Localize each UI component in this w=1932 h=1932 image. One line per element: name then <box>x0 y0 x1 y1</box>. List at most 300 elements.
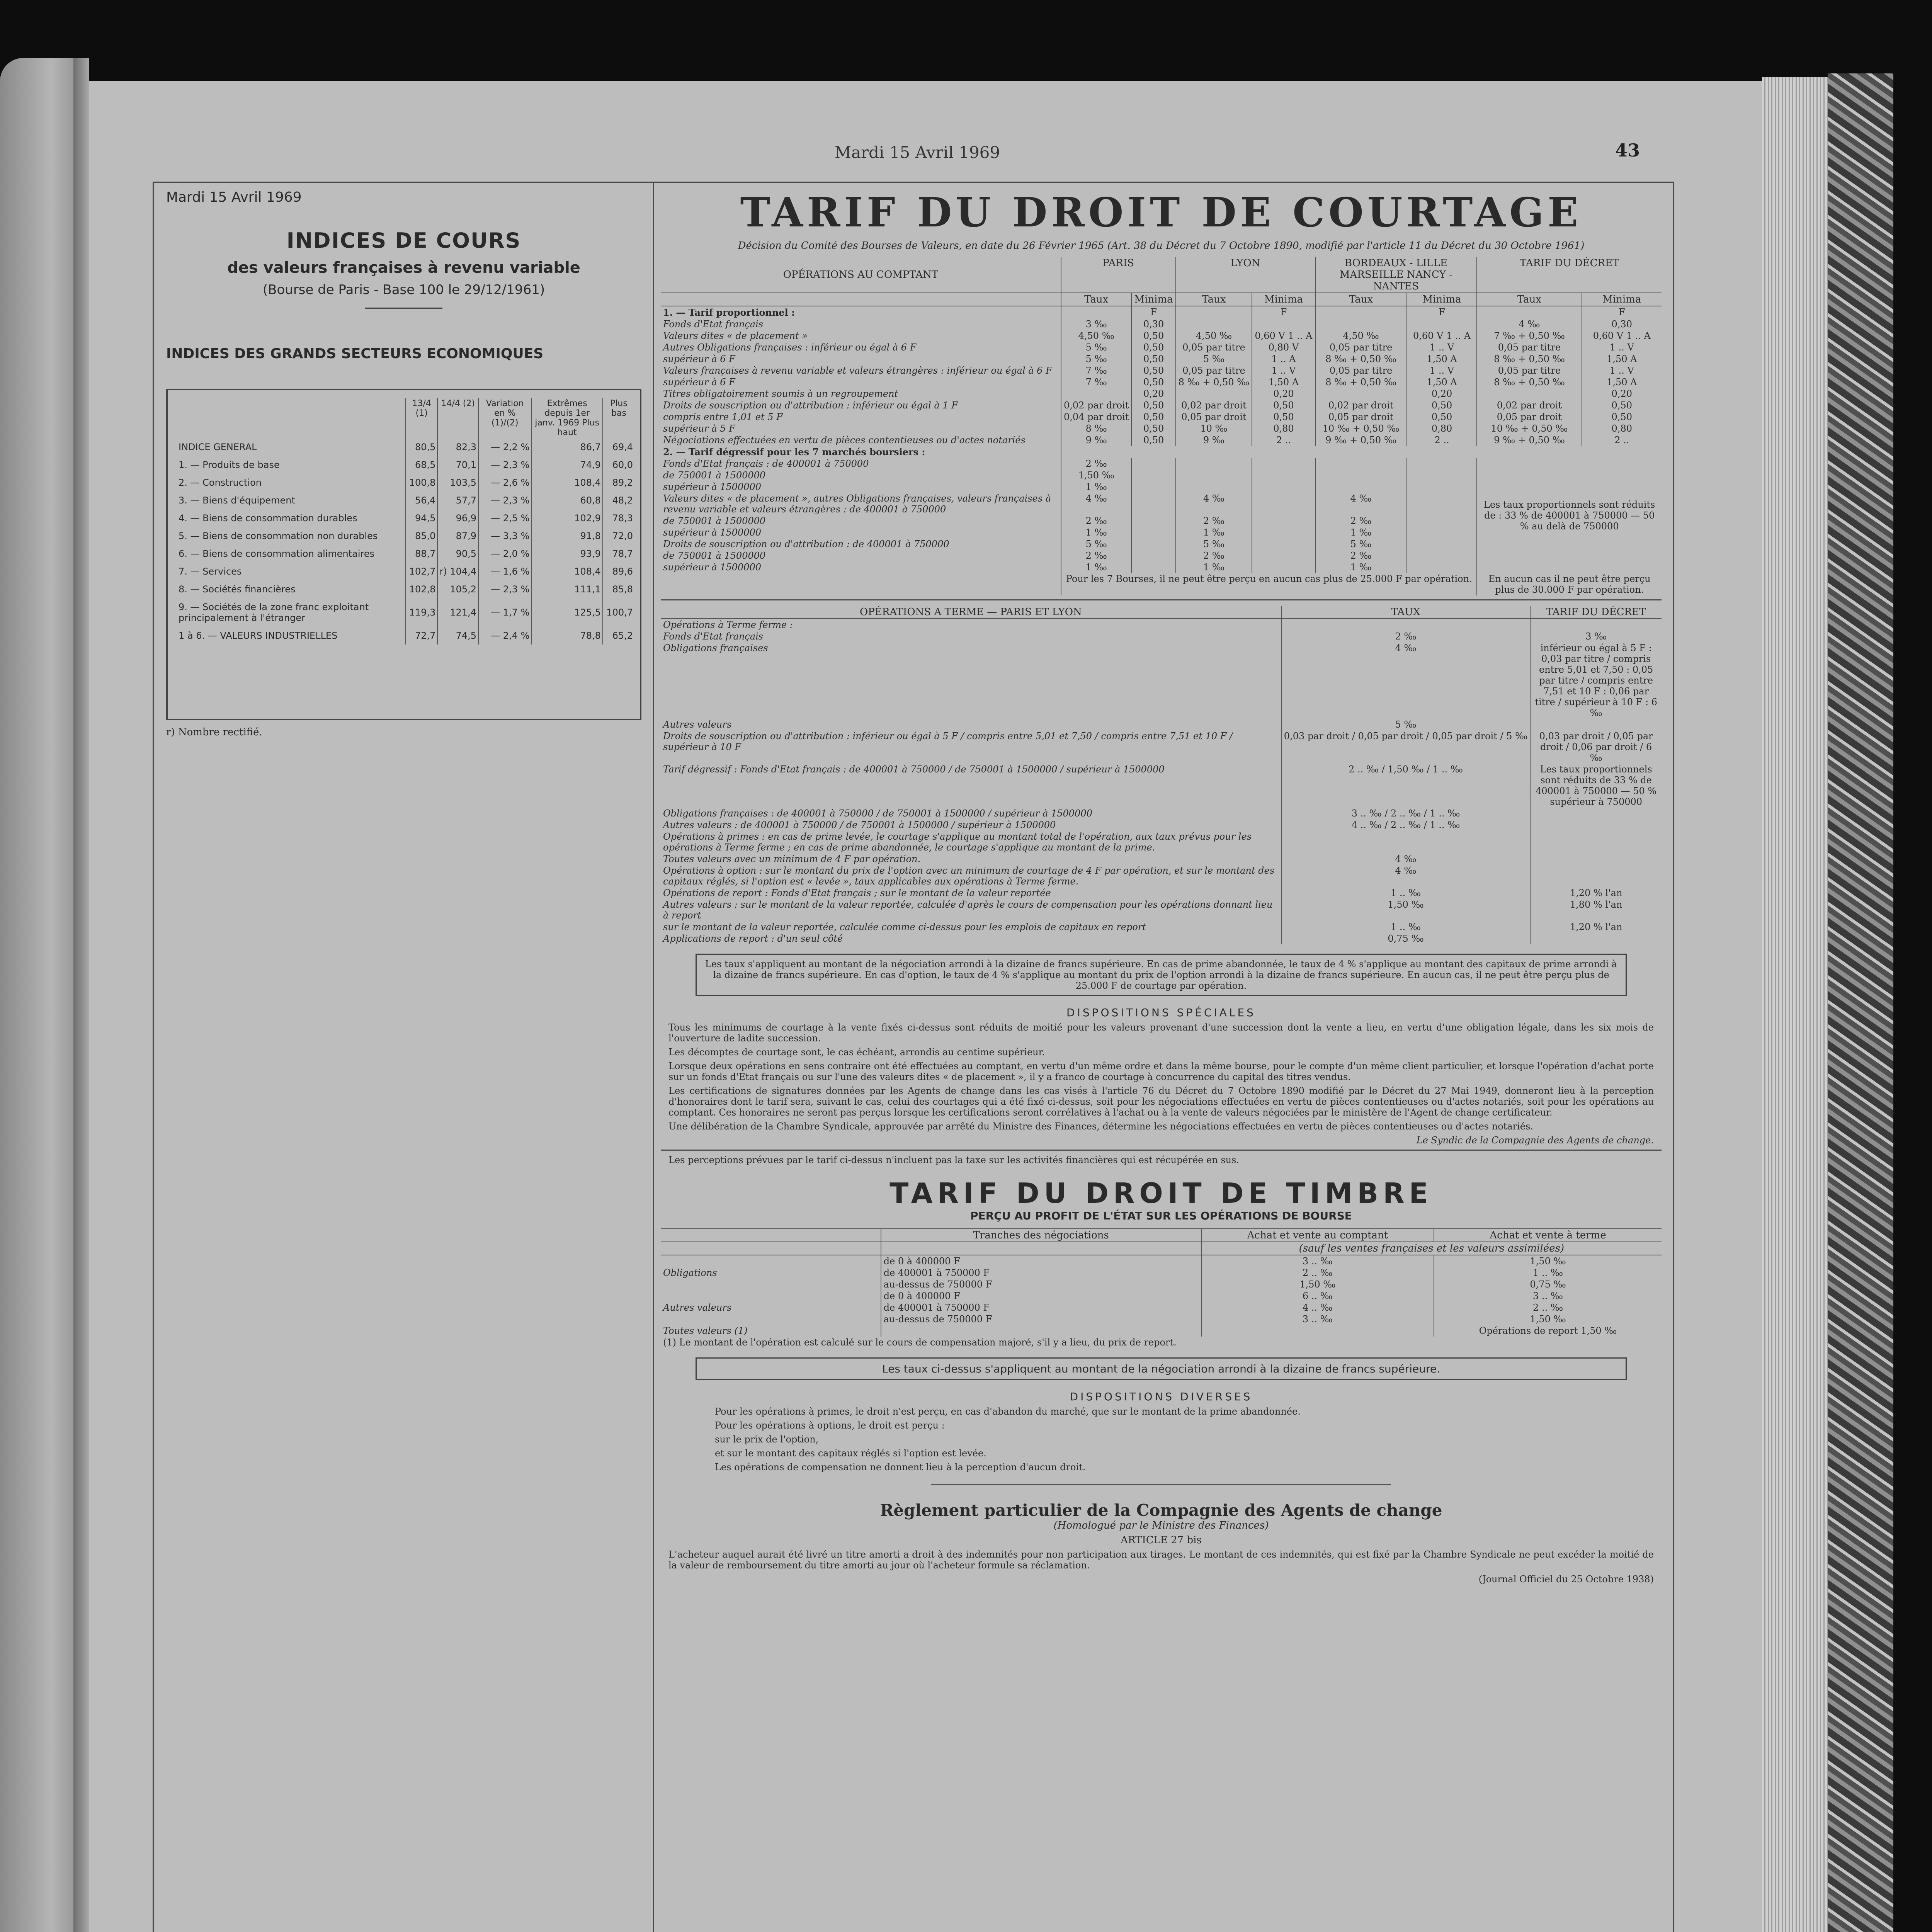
index-row <box>177 527 634 545</box>
comptant-row <box>661 388 1662 400</box>
index-value: — 2,3 % <box>478 456 531 474</box>
tranche-cell: au-dessus de 750000 F <box>881 1279 1201 1290</box>
rate-cell: 4 ‰ <box>1315 493 1407 515</box>
disposition-line: Pour les opérations à options, le droit est perçu : <box>715 1420 945 1431</box>
rate-cell: 8 ‰ <box>1061 423 1131 434</box>
decret-cell <box>1530 719 1662 730</box>
operation-label: Tarif dégressif : Fonds d'Etat français : de 400001 à 750000 / de 750001 à 1500000 / supérieur à 1500000 <box>663 764 1165 775</box>
rate-cell: 1,50 A <box>1407 376 1477 388</box>
terme-row <box>661 831 1662 853</box>
footnote: r) Nombre rectifié. <box>166 726 262 738</box>
operation-label: de 750001 à 1500000 <box>663 550 766 561</box>
book-spine <box>73 58 89 1932</box>
operation-label: Autres valeurs : sur le montant de la valeur reportée, calculée d'après le cours de compensation pour les opérations donnant lieu à report <box>663 899 1273 921</box>
rate-cell: 0,50 <box>1131 365 1175 376</box>
timbre-row <box>661 1290 1662 1302</box>
rate-cell: 8 ‰ + 0,50 ‰ <box>1477 376 1582 388</box>
currency: F <box>1252 306 1315 318</box>
rate-cell: 10 ‰ + 0,50 ‰ <box>1315 423 1407 434</box>
rate-cell <box>1252 469 1315 481</box>
rate-cell: 5 ‰ <box>1315 538 1407 550</box>
disposition-paragraph: Une délibération de la Chambre Syndicale, approuvée par arrêté du Ministre des Finances, détermine les négociations effectuées en vertu de pièces contentieuses ou d'actes notariés. <box>668 1121 1533 1132</box>
rate-cell: 0,50 <box>1252 400 1315 411</box>
terme-row <box>661 921 1662 933</box>
rate-cell: 0,60 V 1 .. A <box>1407 330 1477 342</box>
terme-row <box>661 887 1662 899</box>
operation-label: Toutes valeurs avec un minimum de 4 F par opération. <box>663 854 921 864</box>
terme-row <box>661 899 1662 921</box>
sauf-note: (sauf les ventes françaises et les valeurs assimilées) <box>1201 1242 1662 1255</box>
terme-row <box>661 764 1662 808</box>
rate-cell: 0,80 <box>1407 423 1477 434</box>
rate-cell: 0,04 par droit <box>1061 411 1131 423</box>
rate-cell: 1,50 ‰ <box>1201 1279 1434 1290</box>
operation-label: supérieur à 1500000 <box>663 481 762 492</box>
rate-cell <box>1061 388 1131 400</box>
taux-header: Taux <box>1315 293 1407 306</box>
decret-cell: Les taux proportionnels sont réduits de 33 % de 400001 à 750000 — 50 % supérieur à 750000 <box>1530 764 1662 808</box>
column-divider <box>653 182 654 1932</box>
decret-cell <box>1530 853 1662 865</box>
reglement-text: L'acheteur auquel aurait été livré un titre amorti a droit à des indemnités pour non participation aux tirages. Le montant de ces indemnités, qui est fixé par la Chambre Syndicale ne peut excéder la moitié de la valeur de remboursement du titre amorti au jour où l'acheteur formule sa réclamation. <box>668 1549 1654 1571</box>
rate-cell <box>1252 550 1315 561</box>
index-value: — 1,7 % <box>478 598 531 627</box>
rate-cell: 0,80 V <box>1252 342 1315 353</box>
index-value: 89,2 <box>603 474 634 492</box>
currency: F <box>1582 306 1662 318</box>
col-header: Extrêmes depuis 1er janv. 1969 Plus haut <box>531 398 602 438</box>
timbre-group-label <box>661 1255 881 1267</box>
operation-label: de 750001 à 1500000 <box>663 515 766 526</box>
rate-cell: 8 ‰ + 0,50 ‰ <box>1315 376 1407 388</box>
timbre-group-label: Autres valeurs <box>663 1302 732 1313</box>
rate-cell: 2 ‰ <box>1281 631 1530 642</box>
operation-label: sur le montant de la valeur reportée, calculée comme ci-dessus pour les emplois de capitaux en report <box>663 922 1146 932</box>
index-value: — 2,4 % <box>478 627 531 645</box>
rate-cell <box>1131 527 1175 538</box>
col-paris: PARIS <box>1061 257 1176 293</box>
index-value: — 2,2 % <box>478 438 531 456</box>
rate-cell: 6 .. ‰ <box>1201 1290 1434 1302</box>
tranche-cell: de 0 à 400000 F <box>881 1290 1201 1302</box>
divider <box>661 1150 1662 1151</box>
rate-cell: 7 ‰ <box>1061 365 1131 376</box>
rate-cell: 1 .. V <box>1407 342 1477 353</box>
index-label: 7. — Services <box>179 566 242 577</box>
index-value: 68,5 <box>406 456 437 474</box>
rate-cell <box>1407 527 1477 538</box>
index-value: 96,9 <box>437 509 478 527</box>
rate-cell: 0,60 V 1 .. A <box>1252 330 1315 342</box>
minima-header: Minima <box>1582 293 1662 306</box>
rate-cell: 2 .. ‰ <box>1434 1302 1662 1313</box>
index-value: 102,7 <box>406 563 437 580</box>
rate-cell: 4,50 ‰ <box>1315 330 1407 342</box>
rate-cell: 0,05 par titre <box>1315 342 1407 353</box>
rate-cell: 5 ‰ <box>1061 538 1131 550</box>
rate-cell: 0,05 par titre <box>1315 365 1407 376</box>
rate-cell: 5 ‰ <box>1281 719 1530 730</box>
comptant-row <box>661 423 1662 434</box>
rate-cell: 4 ‰ <box>1281 642 1530 719</box>
marbled-cover <box>1828 73 1893 1932</box>
timbre-table <box>661 1228 1662 1348</box>
rate-cell: 8 ‰ + 0,50 ‰ <box>1477 353 1582 365</box>
rate-cell: 5 ‰ <box>1061 342 1131 353</box>
timbre-footnote: (1) Le montant de l'opération est calculé sur le cours de compensation majoré, s'il y a lieu, du prix de report. <box>663 1337 1177 1348</box>
rate-cell: 1 .. V <box>1582 365 1662 376</box>
rate-cell <box>1131 515 1175 527</box>
minima-header: Minima <box>1407 293 1477 306</box>
rate-cell <box>1131 550 1175 561</box>
rate-cell: 3 .. ‰ <box>1434 1290 1662 1302</box>
rate-cell <box>1315 458 1407 469</box>
tarif-proportionnel-heading: 1. — Tarif proportionnel : <box>663 307 795 318</box>
rate-cell <box>1281 619 1530 631</box>
rate-cell: 9 ‰ <box>1061 434 1131 446</box>
disposition-paragraph: Lorsque deux opérations en sens contraire ont été effectuées au comptant, en vertu d'un même ordre et dans la même bourse, pour le compte d'un même client particulier, et lorsque l'opération d'achat porte sur un fonds d'Etat français ou sur l'une des valeurs dites « de placement », il y a franco de courtage à concurrence du capital des titres vendus. <box>668 1061 1654 1082</box>
index-value: 74,9 <box>531 456 602 474</box>
index-value: — 2,6 % <box>478 474 531 492</box>
col-header: Variation en % (1)/(2) <box>478 398 531 438</box>
dispositions-speciales-title: DISPOSITIONS SPÉCIALES <box>1066 1006 1256 1019</box>
index-label: 1. — Produits de base <box>179 459 280 470</box>
index-label: 5. — Biens de consommation non durables <box>179 531 378 541</box>
left-page-edge <box>0 58 73 1932</box>
operation-label: Droits de souscription ou d'attribution : de 400001 à 750000 <box>663 539 949 549</box>
running-head: Mardi 15 Avril 1969 <box>835 143 1000 162</box>
comptant-row <box>661 411 1662 423</box>
rate-cell <box>1252 527 1315 538</box>
rate-cell: 1 .. ‰ <box>1281 887 1530 899</box>
decret-cell: inférieur ou égal à 5 F : 0,03 par titre / compris entre 5,01 et 7,50 : 0,05 par titre / compris entre 7,51 et 10 F : 0,06 par titre / supérieur à 10 F : 6 ‰ <box>1530 642 1662 719</box>
col-header: 13/4 (1) <box>406 398 437 438</box>
rate-cell <box>1407 458 1477 469</box>
rate-cell <box>1315 318 1407 330</box>
timbre-group-label <box>661 1313 881 1325</box>
courtage-title: TARIF DU DROIT DE COURTAGE <box>740 189 1582 236</box>
rate-cell: 2 ‰ <box>1061 515 1131 527</box>
rate-cell: 1,50 ‰ <box>1061 469 1131 481</box>
index-value: 100,8 <box>406 474 437 492</box>
rate-cell: 4 .. ‰ / 2 .. ‰ / 1 .. ‰ <box>1281 819 1530 831</box>
rate-cell: 0,75 ‰ <box>1281 933 1530 944</box>
rate-cell <box>1131 561 1175 573</box>
rate-cell <box>1407 481 1477 493</box>
decret-cell: 1,80 % l'an <box>1530 899 1662 921</box>
dispositions-diverses-title: DISPOSITIONS DIVERSES <box>1070 1390 1253 1403</box>
reglement-source: (Journal Officiel du 25 Octobre 1938) <box>1478 1574 1654 1585</box>
rate-cell: 0,50 <box>1131 411 1175 423</box>
index-value: 111,1 <box>531 580 602 598</box>
index-value: — 2,3 % <box>478 580 531 598</box>
operation-label: supérieur à 1500000 <box>663 527 762 538</box>
rate-cell: 9 ‰ + 0,50 ‰ <box>1477 434 1582 446</box>
index-label: 4. — Biens de consommation durables <box>179 513 357 524</box>
rate-cell: 0,30 <box>1131 318 1175 330</box>
decret-reduction-note: Les taux proportionnels sont réduits de : 33 % de 400001 à 750000 — 50 % au delà de 750000 <box>1477 458 1662 573</box>
index-value: 78,7 <box>603 545 634 563</box>
operation-label: Opérations à Terme ferme : <box>663 619 793 630</box>
rate-cell <box>1315 388 1407 400</box>
rate-cell: 0,50 <box>1252 411 1315 423</box>
index-value: 88,7 <box>406 545 437 563</box>
rate-cell <box>1252 458 1315 469</box>
operation-label: supérieur à 6 F <box>663 377 735 388</box>
comptant-row <box>661 353 1662 365</box>
operation-label: Applications de report : d'un seul côté <box>663 933 843 944</box>
disposition-line: et sur le montant des capitaux réglés si l'option est levée. <box>715 1448 986 1459</box>
operation-label: Valeurs dites « de placement », autres Obligations françaises, valeurs françaises à revenu variable et valeurs étrangères : de 400001 à 750000 <box>663 493 1051 515</box>
index-value: 72,0 <box>603 527 634 545</box>
terme-row <box>661 865 1662 887</box>
rate-cell: 8 ‰ + 0,50 ‰ <box>1315 353 1407 365</box>
degressif-heading: 2. — Tarif dégressif pour les 7 marchés boursiers : <box>663 446 925 457</box>
rate-cell: 4 ‰ <box>1281 853 1530 865</box>
rate-cell: 5 ‰ <box>1176 538 1252 550</box>
col-bordeaux: BORDEAUX - LILLE MARSEILLE NANCY - NANTES <box>1315 257 1477 293</box>
degressif-row <box>661 458 1662 469</box>
terme-row <box>661 933 1662 944</box>
rate-cell: 1 ‰ <box>1061 561 1131 573</box>
index-value: 78,8 <box>531 627 602 645</box>
left-date: Mardi 15 Avril 1969 <box>166 189 302 205</box>
index-label: 3. — Biens d'équipement <box>179 495 295 506</box>
rate-cell: 2 ‰ <box>1176 515 1252 527</box>
rate-cell: 2 ‰ <box>1315 515 1407 527</box>
rate-cell: 0,20 <box>1582 388 1662 400</box>
index-value: 91,8 <box>531 527 602 545</box>
index-value: 94,5 <box>406 509 437 527</box>
rate-cell <box>1252 561 1315 573</box>
disposition-paragraph: Les certifications de signatures données par les Agents de change dans les cas visés à l'article 76 du Décret du 7 Octobre 1890 modifié par le Décret du 27 Mai 1949, donneront lieu à la perception d'honoraires dont le tarif sera, suivant le cas, celui des courtages qui a été fixé ci-dessus, soit pour les négociations effectuées en vertu de pièces contentieuses ou d'actes notariés, soit pour les opérations au comptant. Ces honoraires ne seront pas perçus lorsque les certifications seront corrélatives à l'achat ou à la vente de valeurs négociées par le ministère de l'Agent de change certificateur. <box>668 1085 1654 1118</box>
rate-cell: 0,50 <box>1131 342 1175 353</box>
rate-cell: 1,50 ‰ <box>1434 1313 1662 1325</box>
terme-row <box>661 719 1662 730</box>
comptant-heading: OPÉRATIONS AU COMPTANT <box>661 257 1061 293</box>
minima-header: Minima <box>1252 293 1315 306</box>
rate-cell <box>1176 458 1252 469</box>
index-row <box>177 456 634 474</box>
index-row <box>177 438 634 456</box>
indices-base: (Bourse de Paris - Base 100 le 29/12/1961) <box>262 282 545 298</box>
timbre-boxed-note: Les taux ci-dessus s'appliquent au montant de la négociation arrondi à la dizaine de francs supérieure. <box>696 1357 1627 1380</box>
decret-cell <box>1530 808 1662 819</box>
rate-cell: 0,20 <box>1252 388 1315 400</box>
rate-cell: 3 .. ‰ <box>1201 1313 1434 1325</box>
rate-cell: 0,50 <box>1131 330 1175 342</box>
rate-cell: 0,05 par titre <box>1477 365 1582 376</box>
operation-label: Droits de souscription ou d'attribution : inférieur ou égal à 5 F / compris entre 5,01 et 7,50 / compris entre 7,51 et 10 F / supérieur à 10 F <box>663 731 1233 752</box>
rate-cell: 4 .. ‰ <box>1201 1302 1434 1313</box>
disposition-line: Pour les opérations à primes, le droit n'est perçu, en cas d'abandon du marché, que sur le montant de la prime abandonnée. <box>715 1406 1301 1417</box>
rate-cell: 4 ‰ <box>1477 318 1582 330</box>
rate-cell: 1 .. A <box>1252 353 1315 365</box>
rate-cell: 0,50 <box>1582 411 1662 423</box>
operation-label: Négociations effectuées en vertu de pièces contentieuses ou d'actes notariés <box>663 435 1026 446</box>
operation-label: Valeurs françaises à revenu variable et valeurs étrangères : inférieur ou égal à 6 F <box>663 365 1052 376</box>
index-value: 102,8 <box>406 580 437 598</box>
rate-cell: 2 ‰ <box>1176 550 1252 561</box>
rate-cell: 0,02 par droit <box>1477 400 1582 411</box>
index-value: 89,6 <box>603 563 634 580</box>
terme-table <box>661 606 1662 944</box>
rate-cell: 2 .. ‰ <box>1201 1267 1434 1279</box>
rate-cell: 9 ‰ + 0,50 ‰ <box>1315 434 1407 446</box>
rate-cell <box>1477 388 1582 400</box>
syndic: Le Syndic de la Compagnie des Agents de change. <box>1416 1135 1654 1146</box>
currency: F <box>1131 306 1175 318</box>
rate-cell: 2 ‰ <box>1061 550 1131 561</box>
divider <box>661 599 1662 600</box>
terme-row <box>661 853 1662 865</box>
report-label <box>1434 1325 1662 1337</box>
timbre-toutes-valeurs: Toutes valeurs (1) <box>663 1325 748 1336</box>
indices-table <box>177 398 634 645</box>
rate-cell: 1 .. ‰ <box>1434 1267 1662 1279</box>
disposition-line: Les opérations de compensation ne donnent lieu à la perception d'aucun droit. <box>715 1462 1086 1473</box>
rate-cell: 0,80 <box>1252 423 1315 434</box>
comptant-row <box>661 318 1662 330</box>
rate-cell: 0,60 V 1 .. A <box>1582 330 1662 342</box>
rate-cell <box>1252 538 1315 550</box>
rate-cell: 0,05 par titre <box>1176 342 1252 353</box>
timbre-row <box>661 1302 1662 1313</box>
index-value: — 3,3 % <box>478 527 531 545</box>
rate-cell: 0,50 <box>1131 376 1175 388</box>
rate-cell: 4,50 ‰ <box>1176 330 1252 342</box>
perceptions-note: Les perceptions prévues par le tarif ci-dessus n'incluent pas la taxe sur les activités financières qui est récupérée en sus. <box>668 1155 1240 1165</box>
rounding-note-box: Les taux s'appliquent au montant de la négociation arrondi à la dizaine de francs supérieure. En cas de prime abandonnée, le taux de 4 % s'applique au montant des capitaux de prime arrondi à la dizaine de francs supérieure. En cas d'option, le taux de 4 % s'applique au montant du prix de l'option arrondi à la dizaine de francs supérieure. En aucun cas, il ne peut être perçu plus de 25.000 F de courtage par opération. <box>696 954 1627 996</box>
index-value: 78,3 <box>603 509 634 527</box>
index-value: 57,7 <box>437 492 478 509</box>
comptant-row <box>661 330 1662 342</box>
reglement-article: ARTICLE 27 bis <box>1121 1534 1202 1546</box>
rate-cell: 0,02 par droit <box>1061 400 1131 411</box>
rate-cell <box>1407 318 1477 330</box>
rate-cell: 1 .. V <box>1407 365 1477 376</box>
page-number: 43 <box>1615 140 1640 161</box>
index-label: 9. — Sociétés de la zone franc exploitant principalement à l'étranger <box>179 602 369 623</box>
rate-cell: 0,20 <box>1407 388 1477 400</box>
col-tarif-decret: TARIF DU DÉCRET <box>1530 606 1662 619</box>
rate-cell: 0,50 <box>1407 411 1477 423</box>
operation-label: Fonds d'Etat français <box>663 631 764 642</box>
rate-cell: 1 ‰ <box>1176 527 1252 538</box>
rate-cell: 2 .. ‰ / 1,50 ‰ / 1 .. ‰ <box>1281 764 1530 808</box>
col-tranches: Tranches des négociations <box>881 1229 1201 1242</box>
index-value: 60,8 <box>531 492 602 509</box>
rate-cell: 2 ‰ <box>1315 550 1407 561</box>
index-value: 74,5 <box>437 627 478 645</box>
divider <box>365 308 442 309</box>
rate-cell: 1,50 A <box>1582 376 1662 388</box>
rate-cell <box>1252 481 1315 493</box>
index-value: 119,3 <box>406 598 437 627</box>
index-value: 80,5 <box>406 438 437 456</box>
timbre-group-label: Obligations <box>663 1267 717 1278</box>
rate-cell: 8 ‰ + 0,50 ‰ <box>1176 376 1252 388</box>
rate-cell: 1,50 A <box>1407 353 1477 365</box>
taux-header: Taux <box>1477 293 1582 306</box>
left-column <box>166 189 641 738</box>
index-row <box>177 563 634 580</box>
tranche-cell: au-dessus de 750000 F <box>881 1313 1201 1325</box>
operation-label: de 750001 à 1500000 <box>663 470 766 481</box>
col-lyon: LYON <box>1176 257 1315 293</box>
index-value: 48,2 <box>603 492 634 509</box>
index-value: 85,8 <box>603 580 634 598</box>
operation-label: Fonds d'Etat français <box>663 319 764 330</box>
decret-cell: 1,20 % l'an <box>1530 887 1662 899</box>
index-value: 87,9 <box>437 527 478 545</box>
report-label-text: Opérations de report <box>1479 1325 1578 1336</box>
operation-label: Droits de souscription ou d'attribution : inférieur ou égal à 1 F <box>663 400 958 411</box>
index-value: 108,4 <box>531 563 602 580</box>
disposition-paragraph: Tous les minimums de courtage à la vente fixés ci-dessus sont réduits de moitié pour les valeurs provenant d'une succession dont la vente a lieu, en vertu d'une obligation légale, dans les six mois de l'ouverture de ladite succession. <box>668 1022 1654 1044</box>
timbre-group-label <box>661 1290 881 1302</box>
index-value: — 2,5 % <box>478 509 531 527</box>
timbre-row <box>661 1267 1662 1279</box>
rate-cell <box>1281 831 1530 853</box>
index-label: 1 à 6. — VALEURS INDUSTRIELLES <box>179 630 338 641</box>
timbre-group-label <box>661 1279 881 1290</box>
rate-cell <box>1252 318 1315 330</box>
minima-header: Minima <box>1131 293 1175 306</box>
index-label: 2. — Construction <box>179 477 262 488</box>
tranche-cell: de 0 à 400000 F <box>881 1255 1201 1267</box>
rate-cell <box>1407 469 1477 481</box>
index-row <box>177 474 634 492</box>
taux-header: Taux <box>1061 293 1131 306</box>
decret-cell: 1,20 % l'an <box>1530 921 1662 933</box>
operation-label: Opérations à option : sur le montant du prix de l'option avec un minimum de courtage de 4 F par opération, et sur le montant des capitaux réglés, si l'option est « levée », taux applicables aux opérations à Terme ferme. <box>663 865 1275 887</box>
index-value: — 2,0 % <box>478 545 531 563</box>
rate-cell: 3 .. ‰ <box>1201 1255 1434 1267</box>
comptant-row <box>661 365 1662 376</box>
decret-cell: 3 ‰ <box>1530 631 1662 642</box>
reglement-subtitle: (Homologué par le Ministre des Finances) <box>1053 1520 1269 1531</box>
operation-label: supérieur à 1500000 <box>663 562 762 573</box>
sectors-heading: INDICES DES GRANDS SECTEURS ECONOMIQUES <box>166 346 544 362</box>
rate-cell <box>1176 481 1252 493</box>
timbre-subtitle: PERÇU AU PROFIT DE L'ÉTAT SUR LES OPÉRATIONS DE BOURSE <box>970 1209 1352 1222</box>
rate-cell <box>1131 493 1175 515</box>
decret-cell: 0,03 par droit / 0,05 par droit / 0,06 par droit / 6 ‰ <box>1530 730 1662 764</box>
indices-subtitle: des valeurs françaises à revenu variable <box>227 259 580 277</box>
rate-cell: 1 ‰ <box>1061 481 1131 493</box>
col-decret: TARIF DU DÉCRET <box>1477 257 1662 293</box>
disposition-line: sur le prix de l'option, <box>715 1434 819 1445</box>
rate-cell: 7 ‰ <box>1061 376 1131 388</box>
index-value: 93,9 <box>531 545 602 563</box>
rate-cell: 10 ‰ + 0,50 ‰ <box>1477 423 1582 434</box>
rate-cell: 0,75 ‰ <box>1434 1279 1662 1290</box>
rate-cell: 0,05 par titre <box>1176 365 1252 376</box>
rate-cell: 1,50 A <box>1252 376 1315 388</box>
index-value: 121,4 <box>437 598 478 627</box>
rate-cell: 0,50 <box>1131 434 1175 446</box>
index-value: 90,5 <box>437 545 478 563</box>
rate-cell: 2 .. <box>1582 434 1662 446</box>
rate-cell: 1 ‰ <box>1176 561 1252 573</box>
indices-table-box <box>166 389 641 720</box>
terme-row <box>661 642 1662 719</box>
rate-cell <box>1315 469 1407 481</box>
rate-cell <box>1315 481 1407 493</box>
terme-row <box>661 819 1662 831</box>
decret-cell <box>1530 865 1662 887</box>
